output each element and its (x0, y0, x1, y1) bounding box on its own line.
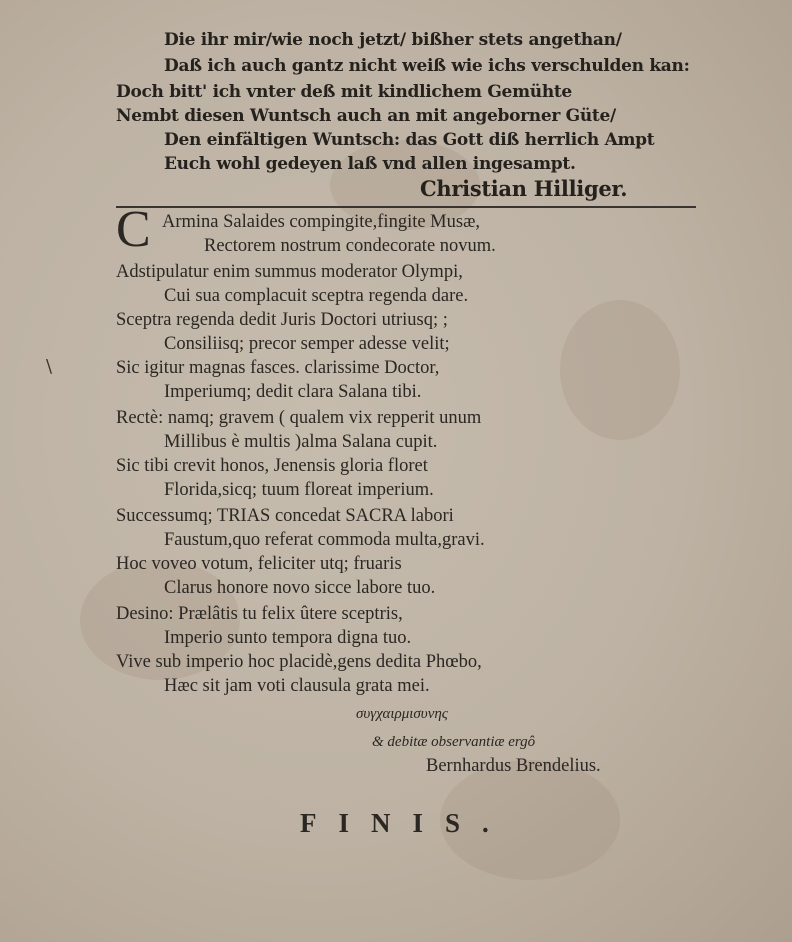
latin-line-3: Adstipulatur enim summus moderator Olympi, (116, 262, 463, 282)
latin-line-4: Cui sua complacuit sceptra regenda dare. (164, 286, 469, 306)
latin-line-1: Armina Salaides compingite,fingite Musæ, (162, 212, 481, 232)
latin-line-19: Vive sub imperio hoc placidè,gens dedita Phœbo, (116, 652, 482, 672)
latin-line-12: Florida,sicq; tuum floreat imperium. (164, 480, 434, 500)
latin-line-13: Successumq; TRIAS concedat SACRA labori (116, 506, 454, 526)
latin-line-10: Millibus è multis )alma Salana cupit. (164, 432, 438, 452)
latin-line-2: Rectorem nostrum condecorate novum. (204, 236, 496, 256)
german-author-signature: Christian Hilliger. (420, 176, 628, 201)
latin-line-5: Sceptra regenda dedit Juris Doctori utriusq; ; (116, 310, 448, 330)
latin-line-8: Imperiumq; dedit clara Salana tibi. (164, 382, 422, 402)
latin-line-20: Hæc sit jam voti clausula grata mei. (164, 676, 430, 696)
latin-line-16: Clarus honore novo sicce labore tuo. (164, 578, 436, 598)
greek-subscription: συγχαιρμισυνης (356, 706, 448, 722)
german-line-5: Den einfältigen Wuntsch: das Gott diß herrlich Ampt (164, 130, 655, 150)
german-line-1: Die ihr mir/wie noch jetzt/ bißher stets angethan/ (164, 30, 622, 50)
latin-line-7: Sic igitur magnas fasces. clarissime Doctor, (116, 358, 440, 378)
dedication-line: & debitæ observantiæ ergô (372, 734, 536, 750)
latin-line-14: Faustum,quo referat commoda multa,gravi. (164, 530, 485, 550)
finis-heading: FINIS. (300, 808, 511, 838)
latin-line-17: Desino: Prælâtis tu felix ûtere sceptris, (116, 604, 403, 624)
german-line-6: Euch wohl gedeyen laß vnd allen ingesampt. (164, 154, 576, 174)
latin-line-18: Imperio sunto tempora digna tuo. (164, 628, 412, 648)
latin-line-6: Consiliisq; precor semper adesse velit; (164, 334, 450, 354)
margin-mark: \ (46, 356, 53, 377)
german-line-4: Nembt diesen Wuntsch auch an mit angeborner Güte/ (116, 106, 616, 126)
latin-line-9: Rectè: namq; gravem ( qualem vix repperit unum (116, 408, 482, 428)
drop-cap: C (116, 201, 151, 258)
section-divider (116, 206, 696, 208)
german-line-2: Daß ich auch gantz nicht weiß wie ichs verschulden kan: (164, 56, 690, 76)
latin-line-15: Hoc voveo votum, feliciter utq; fruaris (116, 554, 402, 574)
latin-line-11: Sic tibi crevit honos, Jenensis gloria floret (116, 456, 428, 476)
german-line-3: Doch bitt' ich vnter deß mit kindlichem Gemühte (116, 82, 572, 102)
latin-author-signature: Bernhardus Brendelius. (426, 756, 601, 776)
